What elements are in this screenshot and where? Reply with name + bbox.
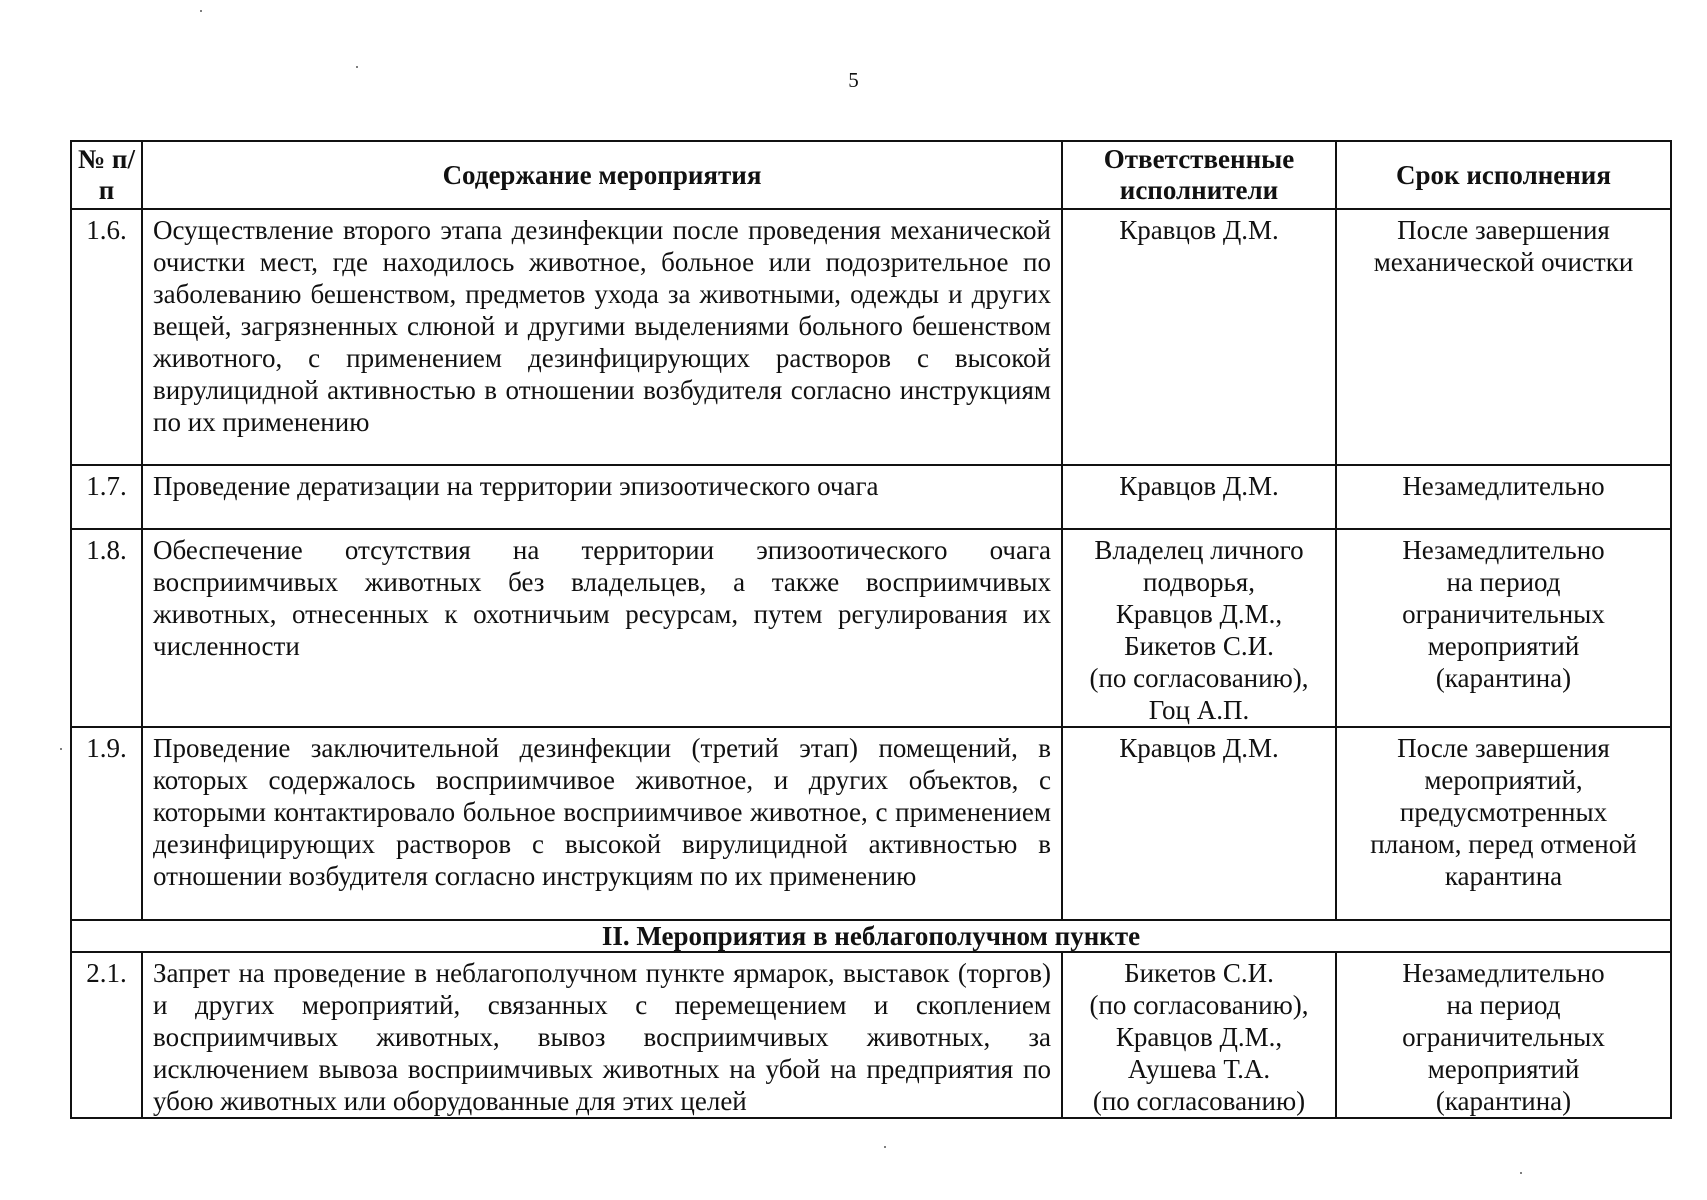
row-content: Запрет на проведение в неблагополучном пункте ярмарок, выставок (торгов) и других мероприятий, связанных с перемещением и скоплением восприимчивых животных, вывоз восприимчивых животных, за исключением вывоза восприимчивых животных на убой на предприятия по убою животных или оборудованные для этих целей — [142, 952, 1062, 1118]
deadline-line: Незамедлительно — [1402, 535, 1605, 565]
responsible-line: (по согласованию), — [1089, 663, 1309, 693]
responsible-line: Кравцов Д.М., — [1115, 599, 1283, 629]
activities-table — [70, 140, 1672, 1119]
row-number: 1.8. — [71, 529, 142, 727]
page-number: 5 — [848, 68, 859, 92]
deadline-line: мероприятий — [1427, 631, 1580, 661]
table-row — [71, 529, 1671, 727]
deadline-line: предусмотренных — [1399, 797, 1608, 827]
row-content: Проведение заключительной дезинфекции (третий этап) помещений, в которых содержалось восприимчивое животное, и других объектов, с которыми контактировало больное восприимчивое животное, с применением дезинфицирующих растворов с высокой вирулицидной активностью в отношении возбудителя согласно инструкциям по их применению — [142, 727, 1062, 920]
deadline-line: Незамедлительно — [1402, 471, 1605, 501]
row-deadline — [1336, 529, 1671, 727]
table-row — [71, 465, 1671, 529]
responsible-line: Гоц А.П. — [1148, 695, 1250, 725]
row-number: 1.7. — [71, 465, 142, 529]
table-row — [71, 952, 1671, 1118]
responsible-line: Кравцов Д.М. — [1119, 471, 1279, 501]
responsible-line: подворья, — [1143, 567, 1255, 597]
deadline-line: механической очистки — [1373, 247, 1634, 277]
responsible-line: Аушева Т.А. — [1127, 1054, 1271, 1084]
row-deadline — [1336, 952, 1671, 1118]
responsible-line: Бикетов С.И. — [1124, 631, 1274, 661]
row-responsible — [1062, 209, 1336, 465]
deadline-line: мероприятий, — [1424, 765, 1583, 795]
deadline-line: ограничительных — [1402, 1022, 1605, 1052]
row-number: 1.6. — [71, 209, 142, 465]
row-number: 1.9. — [71, 727, 142, 920]
deadline-line: карантина — [1444, 861, 1563, 891]
deadline-line: мероприятий — [1427, 1054, 1580, 1084]
row-responsible — [1062, 465, 1336, 529]
table-row — [71, 727, 1671, 920]
responsible-line: Бикетов С.И. — [1124, 958, 1274, 988]
deadline-line: на период — [1446, 567, 1561, 597]
scan-speck — [60, 748, 62, 750]
deadline-line: (карантина) — [1435, 663, 1572, 693]
section-row — [71, 920, 1671, 952]
header-deadline: Срок исполнения — [1336, 141, 1671, 209]
table-header-row — [71, 141, 1671, 209]
scan-speck — [884, 1146, 886, 1148]
responsible-line: (по согласованию), — [1089, 990, 1309, 1020]
row-number: 2.1. — [71, 952, 142, 1118]
row-responsible — [1062, 529, 1336, 727]
responsible-line: (по согласованию) — [1092, 1086, 1306, 1116]
deadline-line: (карантина) — [1435, 1086, 1572, 1116]
deadline-line: планом, перед отменой — [1370, 829, 1637, 859]
responsible-line: Кравцов Д.М. — [1119, 215, 1279, 245]
section-title: II. Мероприятия в неблагополучном пункте — [71, 920, 1671, 952]
deadline-line: на период — [1446, 990, 1561, 1020]
table-row — [71, 209, 1671, 465]
responsible-line: Кравцов Д.М. — [1119, 733, 1279, 763]
row-content: Обеспечение отсутствия на территории эпизоотического очага восприимчивых животных без владельцев, а также восприимчивых животных, отнесенных к охотничьим ресурсам, путем регулирования их численности — [142, 529, 1062, 727]
header-num: № п/п — [71, 141, 142, 209]
deadline-line: После завершения — [1397, 215, 1610, 245]
row-deadline — [1336, 465, 1671, 529]
scan-speck — [356, 66, 358, 68]
row-content: Осуществление второго этапа дезинфекции после проведения механической очистки мест, где находилось животное, больное или подозрительное по заболеванию бешенством, предметов ухода за животными, одежды и других вещей, загрязненных слюной и другими выделениями больного бешенством животного, с применением дезинфицирующих растворов с высокой вирулицидной активностью в отношении возбудителя согласно инструкциям по их применению — [142, 209, 1062, 465]
responsible-line: Владелец личного — [1094, 535, 1304, 565]
header-responsible: Ответственные исполнители — [1062, 141, 1336, 209]
row-content: Проведение дератизации на территории эпизоотического очага — [142, 465, 1062, 529]
row-responsible — [1062, 727, 1336, 920]
deadline-line: ограничительных — [1402, 599, 1605, 629]
header-content: Содержание мероприятия — [142, 141, 1062, 209]
scan-speck — [1520, 1172, 1522, 1174]
deadline-line: Незамедлительно — [1402, 958, 1605, 988]
row-deadline — [1336, 727, 1671, 920]
deadline-line: После завершения — [1397, 733, 1610, 763]
responsible-line: Кравцов Д.М., — [1115, 1022, 1283, 1052]
scan-speck — [200, 10, 202, 12]
row-responsible — [1062, 952, 1336, 1118]
row-deadline — [1336, 209, 1671, 465]
